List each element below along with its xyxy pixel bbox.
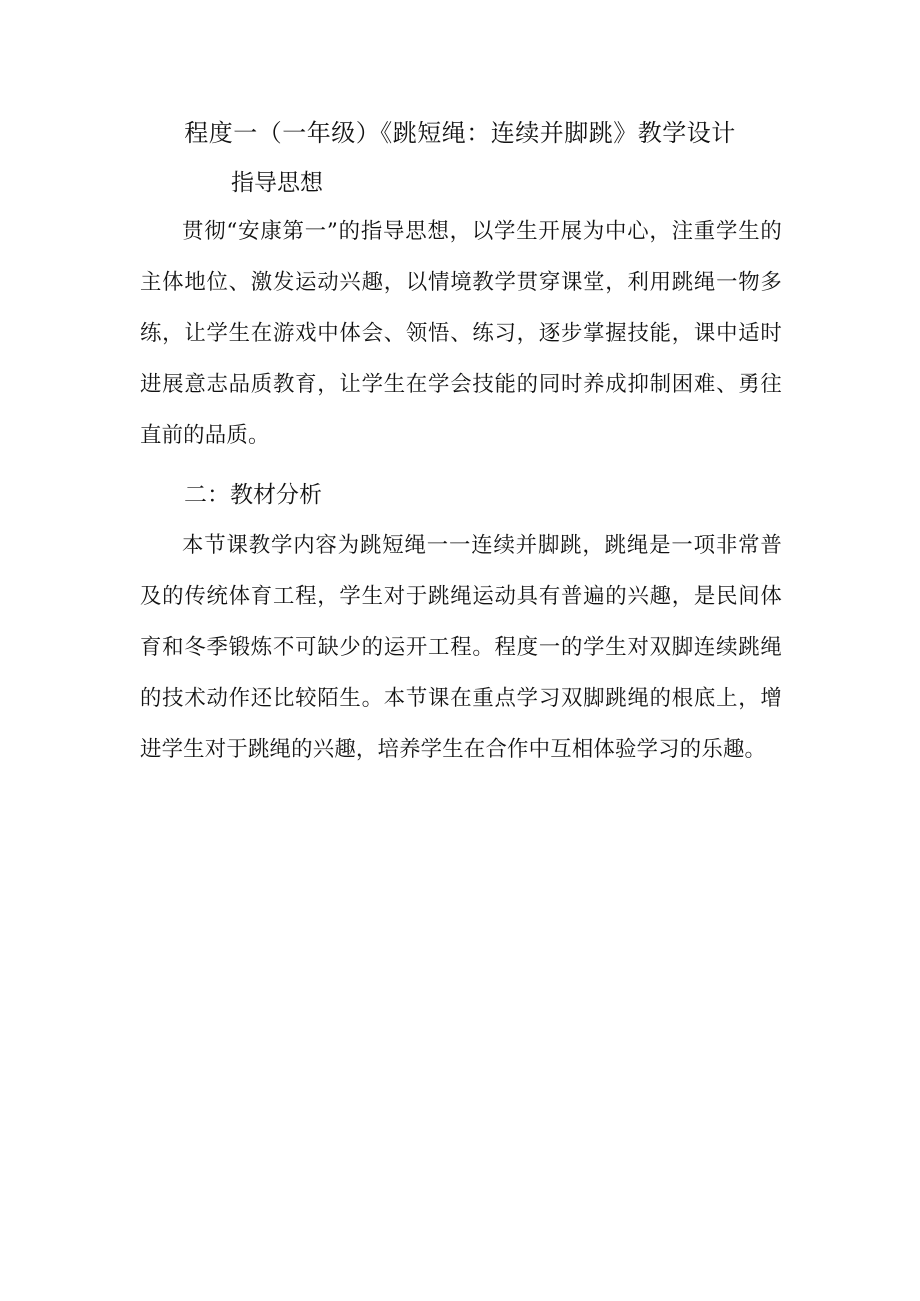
section-heading-guiding-thought: 指导思想: [231, 170, 323, 196]
section-heading-material-analysis: 二：教材分析: [184, 482, 322, 508]
section-body-guiding-thought: 贯彻“安康第一”的指导思想，以学生开展为中心，注重学生的主体地位、激发运动兴趣，以情境教学贯穿课堂，利用跳绳一物多练，让学生在游戏中体会、领悟、练习，逐步掌握技能，课中适时进展意志品质教育，让学生在学会技能的同时养成抑制困难、勇往直前的品质。: [140, 219, 782, 448]
document-title: 程度一（一年级）《跳短绳：连续并脚跳》教学设计: [184, 119, 736, 147]
section-body-material-analysis: 本节课教学内容为跳短绳一一连续并脚跳，跳绳是一项非常普及的传统体育工程，学生对于跳绳运动具有普遍的兴趣，是民间体育和冬季锻炼不可缺少的运开工程。程度一的学生对双脚连续跳绳的技术动作还比较陌生。本节课在重点学习双脚跳绳的根底上，增进学生对于跳绳的兴趣，培养学生在合作中互相体验学习的乐趣。: [140, 533, 782, 762]
